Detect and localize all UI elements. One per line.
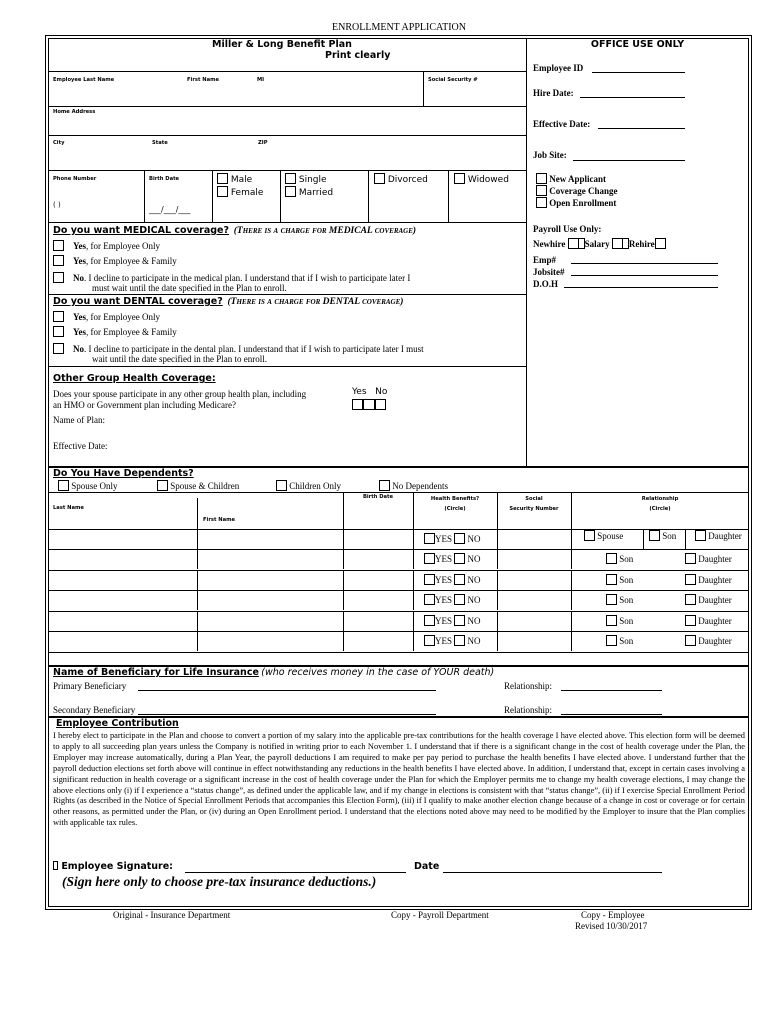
son-label: Son (619, 554, 634, 564)
open-enrollment-label: Open Enrollment (549, 198, 617, 208)
label-city: City (53, 140, 65, 146)
secondary-beneficiary-label: Secondary Beneficiary (53, 705, 136, 715)
no-dependents-label: No Dependents (392, 481, 448, 491)
dental-note: (There is a charge for DENTAL coverage) (227, 297, 404, 307)
beneficiary-title-row (53, 667, 494, 678)
emp-label: Emp# (533, 255, 557, 265)
label-birth-date: Birth Date (149, 176, 180, 182)
dental-decline-label: . I decline to participate in the dental plan. I understand that if I wish to participate later I must (84, 344, 424, 354)
dependent-row (48, 570, 749, 590)
dependent-last-name-field[interactable] (50, 551, 195, 567)
other-coverage-question-line1: Does your spouse participate in any other group health plan, including (53, 389, 307, 399)
signature-line[interactable] (185, 872, 406, 873)
other-coverage-yes-label: Yes (352, 387, 367, 397)
daughter-label: Daughter (698, 636, 732, 646)
city-state-zip-field[interactable] (53, 148, 521, 168)
dependent-row (48, 529, 749, 549)
dental-options (53, 310, 424, 364)
son-checkbox[interactable] (606, 574, 617, 585)
other-coverage-yes-no (352, 387, 387, 397)
dependent-spouse-only-option (58, 480, 118, 491)
dependent-last-name-field[interactable] (50, 613, 195, 629)
son-label: Son (662, 531, 677, 541)
spouse-label: Spouse (597, 531, 624, 541)
daughter-checkbox[interactable] (685, 594, 696, 605)
dependent-health-yes-label: YES (435, 616, 453, 626)
widowed-option (454, 173, 509, 185)
dependent-health-options (424, 533, 481, 544)
newhire-checkbox[interactable] (568, 238, 579, 249)
medical-employee-family-label: , for Employee & Family (86, 256, 177, 266)
sign-note: (Sign here only to choose pre-tax insurance deductions.) (62, 874, 377, 889)
dental-employee-family-label: , for Employee & Family (86, 327, 177, 337)
dependent-health-yes-label: YES (435, 534, 453, 544)
relationship-son-option (606, 553, 633, 564)
son-checkbox[interactable] (649, 530, 660, 541)
dependent-health-yes-label: YES (435, 595, 453, 605)
label-phone: Phone Number (53, 176, 97, 182)
footer-revised: Revised 10/30/2017 (575, 921, 648, 931)
daughter-label: Daughter (698, 575, 732, 585)
married-checkbox[interactable] (285, 186, 296, 197)
payroll-use-title: Payroll Use Only: (533, 224, 602, 234)
secondary-relationship-line[interactable] (561, 714, 662, 715)
dependent-first-name-field[interactable] (199, 531, 341, 547)
dependent-birth-date-field[interactable] (345, 592, 411, 608)
dependent-first-name-field[interactable] (199, 613, 341, 629)
divorced-option (374, 173, 428, 185)
footer-original: Original - Insurance Department (113, 910, 231, 920)
dental-yes-label: Yes (73, 312, 86, 322)
plan-name: Miller & Long Benefit Plan (212, 39, 352, 50)
primary-relationship-label: Relationship: (504, 681, 552, 691)
primary-relationship-line[interactable] (561, 690, 662, 691)
col-birth-date: Birth Date (362, 494, 394, 500)
dependent-row (48, 590, 749, 610)
col-relationship (571, 494, 749, 514)
dependent-health-no-checkbox[interactable] (454, 594, 465, 605)
dependent-row (48, 611, 749, 631)
label-employee-last-name: Employee Last Name (53, 77, 115, 83)
married-label: Married (298, 188, 334, 198)
jobsite-line[interactable] (571, 275, 718, 276)
payroll-hire-type (533, 238, 666, 249)
medical-decline-label-2: must wait until the date specified in the Plan to enroll. (92, 283, 287, 293)
dependent-birth-date-field[interactable] (345, 613, 411, 629)
col-ssn-label: Security Number (509, 506, 559, 512)
office-job-site-label: Job Site: (533, 150, 567, 160)
daughter-label: Daughter (698, 595, 732, 605)
medical-employee-only-checkbox[interactable] (53, 240, 64, 251)
employee-name-field[interactable] (53, 86, 418, 104)
label-home-address: Home Address (53, 109, 96, 115)
doh-line[interactable] (564, 287, 718, 288)
spouse-children-label: Spouse & Children (170, 481, 240, 491)
dependent-birth-date-field[interactable] (345, 572, 411, 588)
dependent-row (48, 631, 749, 651)
payroll-fields (533, 254, 565, 290)
son-checkbox[interactable] (606, 615, 617, 626)
dependent-health-yes-checkbox[interactable] (424, 594, 435, 605)
dependent-health-no-checkbox[interactable] (454, 615, 465, 626)
daughter-checkbox[interactable] (685, 615, 696, 626)
dependent-health-no-label: NO (467, 534, 481, 544)
spouse-checkbox[interactable] (584, 530, 595, 541)
medical-yes-label: Yes (73, 241, 86, 251)
dependent-first-name-field[interactable] (199, 572, 341, 588)
dependent-health-no-checkbox[interactable] (454, 533, 465, 544)
spouse-only-label: Spouse Only (71, 481, 118, 491)
dependent-health-no-checkbox[interactable] (454, 635, 465, 646)
dependent-ssn-field[interactable] (499, 613, 569, 629)
ssn-field[interactable] (428, 86, 522, 104)
dependent-health-no-label: NO (467, 636, 481, 646)
dependent-health-no-label: NO (467, 575, 481, 585)
dependent-first-name-field[interactable] (199, 592, 341, 608)
dependent-health-yes-checkbox[interactable] (424, 533, 435, 544)
other-coverage-mid-checkbox[interactable] (363, 399, 375, 410)
son-label: Son (619, 616, 634, 626)
medical-options (53, 239, 410, 293)
dependent-row (48, 549, 749, 569)
dependent-first-name-field[interactable] (199, 633, 341, 649)
birth-date-field[interactable]: ___/___/___ (149, 205, 191, 214)
dependent-health-options (424, 635, 481, 646)
dependent-ssn-field[interactable] (499, 633, 569, 649)
dependent-birth-date-field[interactable] (345, 551, 411, 567)
dental-employee-only-label: , for Employee Only (86, 312, 160, 322)
col-social-label: Social (525, 496, 543, 502)
dependent-no-dependents-option (379, 480, 448, 491)
dependent-health-no-label: NO (467, 616, 481, 626)
office-use-title: OFFICE USE ONLY (590, 39, 685, 50)
coverage-change-label: Coverage Change (549, 186, 618, 196)
dependent-health-yes-checkbox[interactable] (424, 574, 435, 585)
daughter-label: Daughter (708, 531, 742, 541)
dependent-last-name-field[interactable] (50, 572, 195, 588)
medical-employee-family-checkbox[interactable] (53, 255, 64, 266)
daughter-checkbox[interactable] (685, 574, 696, 585)
col-relationship-label: Relationship (641, 496, 679, 502)
son-label: Son (619, 636, 634, 646)
relationship-daughter-option (685, 635, 732, 646)
spouse-only-checkbox[interactable] (58, 480, 69, 491)
contribution-body: I hereby elect to participate in the Plan and choose to convert a portion of my salary into the applicable pre-tax contributions for the health coverage I have elected above. This election form will be deemed to apply to all succeeding plan years unless the Company is notified in writing prior to each November 1. I understand that if there is a significant change in the cost of health coverage under the Plan, the Employer may increase automatically, during a Plan Year, the payroll deductions I am required to make per pay period to purchase the health benefits I have elected above. I understand further that the payroll deduction elections set forth above will continue in effect notwithstanding any reductions in the health benefits I have elected above. In addition, I understand that, except in certain cases involving a significant reduction in health coverage or a significant increase in the cost of health coverage under the Plan for which the Employer permits me to change my health coverage elections, I may change the above elections only (i) if I experience a “status change”, as defined under the applicable law, and if my change in elections is consistent with that “status change”, (ii) if I exercise Special Enrollment Period Rights (as described in the Notice of Special Enrollment Periods that accompanies this Election Form), (iii) if I qualify to make another election change because of a change in cost or coverage or for certain other reasons, as permitted under the Plan, or (iv) during an Open Enrollment period. I understand that the elections noted above may need to be modified by the Employer to insure that the Plan complies with applicable tax rules. (53, 731, 745, 828)
dependent-ssn-field[interactable] (499, 592, 569, 608)
other-coverage-checkboxes (352, 399, 386, 411)
footer-copy-employee: Copy - Employee (581, 910, 645, 920)
daughter-label: Daughter (698, 554, 732, 564)
medical-section-title (53, 225, 416, 236)
newhire-label: Newhire (533, 239, 566, 249)
dependent-children-only-option (276, 480, 341, 491)
dental-employee-family-checkbox[interactable] (53, 326, 64, 337)
relationship-son-option (606, 594, 633, 605)
son-label: Son (619, 595, 634, 605)
dependent-health-options (424, 553, 481, 564)
daughter-checkbox[interactable] (695, 530, 706, 541)
print-clearly: Print clearly (325, 50, 391, 61)
dependent-health-no-label: NO (467, 595, 481, 605)
signature-marker-icon (53, 861, 58, 870)
male-checkbox[interactable] (217, 173, 228, 184)
office-effective-date-line[interactable] (598, 128, 685, 129)
other-coverage-question-line2: an HMO or Government plan including Medicare? (53, 400, 236, 410)
dental-no-label: No (73, 344, 84, 354)
other-coverage-yes-checkbox[interactable] (352, 399, 363, 410)
divorced-checkbox[interactable] (374, 173, 385, 184)
son-checkbox[interactable] (606, 594, 617, 605)
relationship-son-option (606, 635, 633, 646)
signature-label: Employee Signature: (61, 861, 173, 872)
col-health-benefits (413, 494, 497, 514)
dependents-title: Do You Have Dependents? (53, 468, 194, 479)
signature-date-line[interactable] (443, 872, 662, 873)
relationship-son-option (649, 530, 676, 541)
female-label: Female (230, 188, 264, 198)
spouse-children-checkbox[interactable] (157, 480, 168, 491)
dental-employee-only-checkbox[interactable] (53, 311, 64, 322)
secondary-relationship-label: Relationship: (504, 705, 552, 715)
col-health-circle: (Circle) (444, 506, 466, 512)
children-only-label: Children Only (289, 481, 341, 491)
other-effective-date-label: Effective Date: (53, 441, 108, 451)
gender-options (217, 173, 263, 199)
dental-yes-label: Yes (73, 327, 86, 337)
dependent-ssn-field[interactable] (499, 572, 569, 588)
widowed-checkbox[interactable] (454, 173, 465, 184)
secondary-beneficiary-line[interactable] (138, 714, 436, 715)
label-ssn: Social Security # (428, 77, 478, 83)
open-enrollment-checkbox[interactable] (536, 197, 547, 208)
dependent-health-yes-label: YES (435, 636, 453, 646)
son-checkbox[interactable] (606, 635, 617, 646)
daughter-label: Daughter (698, 616, 732, 626)
signature-row (53, 861, 173, 872)
dependent-health-yes-label: YES (435, 575, 453, 585)
signature-date-label: Date (414, 861, 440, 872)
office-effective-date-label: Effective Date: (533, 119, 591, 129)
primary-beneficiary-line[interactable] (138, 690, 436, 691)
dependent-last-name-field[interactable] (50, 633, 195, 649)
doh-label: D.O.H (533, 279, 559, 289)
dental-decline-checkbox[interactable] (53, 343, 64, 354)
medical-note: (There is a charge for MEDICAL coverage) (233, 226, 417, 236)
dependent-health-no-checkbox[interactable] (454, 553, 465, 564)
label-first-name: First Name (187, 77, 220, 83)
contribution-title: Employee Contribution (56, 718, 179, 729)
dependent-last-name-field[interactable] (50, 531, 195, 547)
beneficiary-title: Name of Beneficiary for Life Insurance (53, 667, 259, 678)
dependent-spouse-children-option (157, 480, 239, 491)
single-checkbox[interactable] (285, 173, 296, 184)
dependent-health-options (424, 594, 481, 605)
col-first-name: First Name (203, 517, 236, 523)
dependent-health-yes-checkbox[interactable] (424, 615, 435, 626)
rehire-box-1[interactable] (612, 238, 623, 249)
son-checkbox[interactable] (606, 553, 617, 564)
primary-beneficiary-label: Primary Beneficiary (53, 681, 127, 691)
new-applicant-checkbox[interactable] (536, 173, 547, 184)
children-only-checkbox[interactable] (276, 480, 287, 491)
son-label: Son (619, 575, 634, 585)
dependent-birth-date-field[interactable] (345, 633, 411, 649)
dependent-ssn-field[interactable] (499, 551, 569, 567)
daughter-checkbox[interactable] (685, 553, 696, 564)
widowed-label: Widowed (467, 175, 509, 185)
dependent-health-options (424, 615, 481, 626)
dependent-last-name-field[interactable] (50, 592, 195, 608)
office-application-type (536, 173, 618, 209)
beneficiary-note: (who receives money in the case of YOUR death) (261, 667, 495, 678)
dependent-health-no-label: NO (467, 554, 481, 564)
rehire-checkbox[interactable] (655, 238, 666, 249)
male-label: Male (230, 175, 253, 185)
other-coverage-question (53, 389, 306, 411)
dependent-health-yes-label: YES (435, 554, 453, 564)
daughter-checkbox[interactable] (685, 635, 696, 646)
label-zip: ZIP (258, 140, 268, 146)
col-relationship-circle: (Circle) (649, 506, 671, 512)
salary-label: Salary (584, 239, 610, 249)
form-title: ENROLLMENT APPLICATION (332, 22, 466, 33)
other-coverage-no-label: No (375, 387, 388, 397)
home-address-field[interactable] (53, 117, 521, 133)
relationship-daughter-option (685, 553, 732, 564)
divorced-label: Divorced (387, 175, 428, 185)
emp-line[interactable] (571, 263, 718, 264)
medical-yes-label: Yes (73, 256, 86, 266)
single-label: Single (298, 175, 327, 185)
medical-question: Do you want MEDICAL coverage? (53, 225, 230, 236)
relationship-son-option (606, 615, 633, 626)
coverage-change-checkbox[interactable] (536, 185, 547, 196)
phone-field[interactable]: ( ) (53, 201, 61, 209)
office-employee-id-label: Employee ID (533, 63, 584, 73)
label-mi: MI (257, 77, 265, 83)
name-of-plan-label: Name of Plan: (53, 415, 105, 425)
medical-no-label: No (73, 273, 84, 283)
dependent-health-options (424, 574, 481, 585)
dependent-health-no-checkbox[interactable] (454, 574, 465, 585)
label-state: State (152, 140, 168, 146)
no-dependents-checkbox[interactable] (379, 480, 390, 491)
female-checkbox[interactable] (217, 186, 228, 197)
office-hire-date-label: Hire Date: (533, 88, 574, 98)
other-coverage-title: Other Group Health Coverage: (53, 373, 216, 384)
dental-section-title (53, 296, 403, 307)
relationship-daughter-option (695, 530, 742, 541)
dependent-ssn-field[interactable] (499, 531, 569, 547)
jobsite-label: Jobsite# (533, 267, 565, 277)
office-hire-date-line[interactable] (580, 97, 685, 98)
dental-question: Do you want DENTAL coverage? (53, 296, 223, 307)
relationship-daughter-option (685, 574, 732, 585)
dependent-first-name-field[interactable] (199, 551, 341, 567)
office-employee-id-line[interactable] (592, 72, 685, 73)
medical-decline-checkbox[interactable] (53, 272, 64, 283)
col-last-name: Last Name (53, 505, 84, 511)
new-applicant-label: New Applicant (549, 174, 607, 184)
relationship-daughter-option (685, 594, 732, 605)
rehire-label: Rehire (628, 239, 655, 249)
dependent-health-yes-checkbox[interactable] (424, 635, 435, 646)
other-coverage-no-checkbox[interactable] (375, 399, 386, 410)
office-job-site-line[interactable] (573, 160, 685, 161)
medical-decline-label: . I decline to participate in the medical plan. I understand that if I wish to participate later I (84, 273, 411, 283)
dental-decline-label-2: wait until the date specified in the Plan to enroll. (92, 354, 267, 364)
dependent-birth-date-field[interactable] (345, 531, 411, 547)
relationship-spouse-option (584, 530, 623, 541)
col-ssn (497, 494, 571, 514)
footer-copy-payroll: Copy - Payroll Department (391, 910, 489, 920)
marital-options (285, 173, 333, 199)
col-health-label: Health Benefits? (430, 496, 480, 502)
dependent-health-yes-checkbox[interactable] (424, 553, 435, 564)
medical-employee-only-label: , for Employee Only (86, 241, 160, 251)
relationship-daughter-option (685, 615, 732, 626)
relationship-son-option (606, 574, 633, 585)
